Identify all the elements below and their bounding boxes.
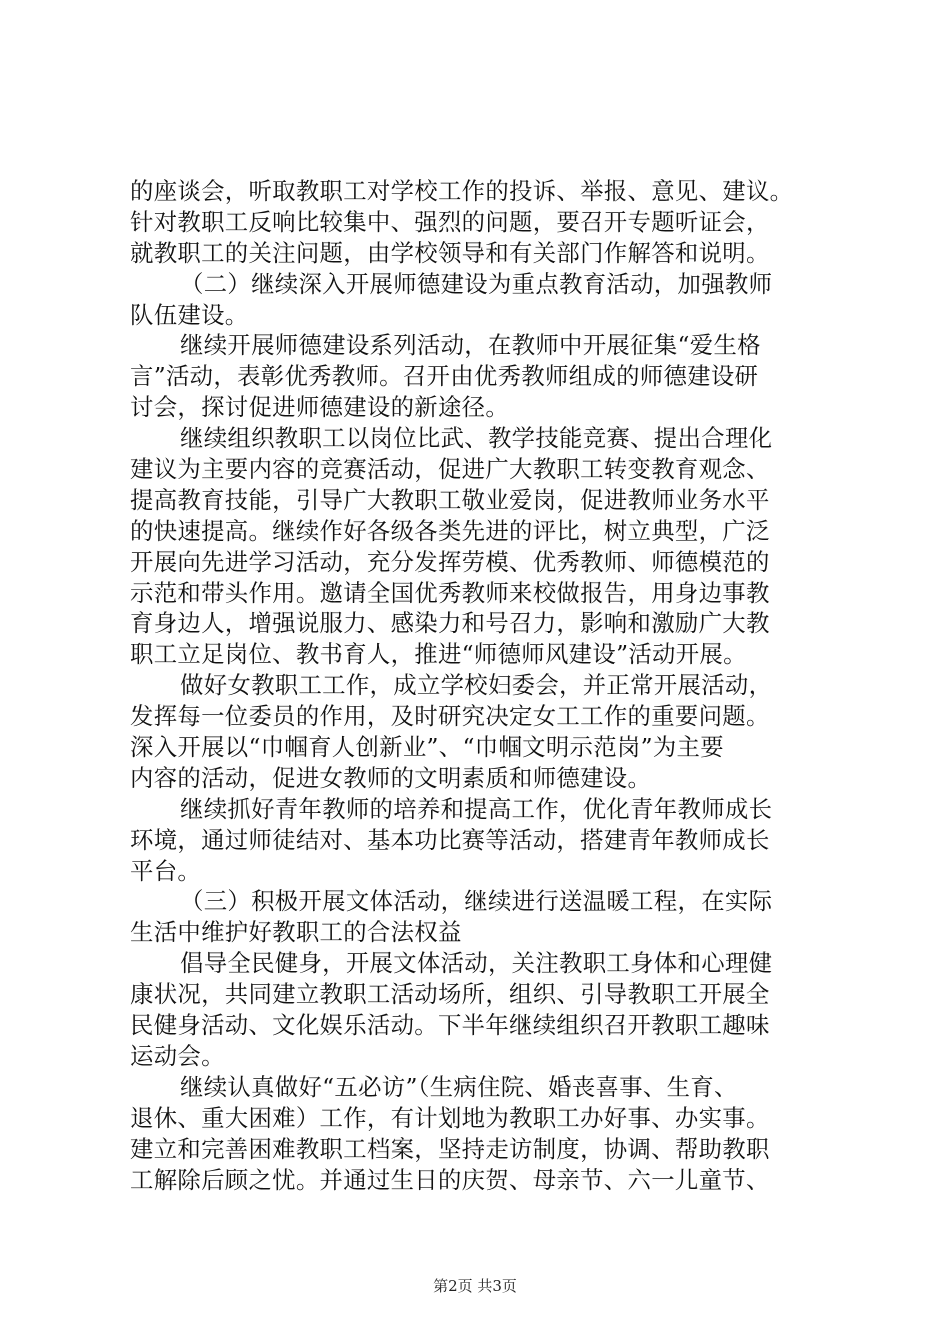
text-line: 生活中维护好教职工的合法权益 (130, 918, 462, 947)
text-line: 职工立足岗位、教书育人，推进“师德师风建设”活动开展。 (130, 640, 747, 669)
paragraph-start: 做好女教职工工作，成立学校妇委会，并正常开展活动， (180, 671, 773, 700)
paragraph-start: 倡导全民健身，开展文体活动，关注教职工身体和心理健 (180, 949, 773, 978)
page-footer (0, 1276, 950, 1296)
text-line: 提高教育技能，引导广大教职工敬业爱岗，促进教师业务水平 (130, 485, 770, 514)
section-heading-3: （三）积极开展文体活动，继续进行送温暖工程，在实际 (180, 887, 773, 916)
document-body (130, 176, 830, 1195)
text-line: 针对教职工反响比较集中、强烈的问题，要召开专题听证会， (130, 207, 770, 236)
text-line: 育身边人，增强说服力、感染力和号召力，影响和激励广大教 (130, 609, 770, 638)
paragraph-start: 继续组织教职工以岗位比武、教学技能竞赛、提出合理化 (180, 424, 773, 453)
text-line: 建议为主要内容的竞赛活动，促进广大教职工转变教育观念、 (130, 455, 770, 484)
text-line: 讨会，探讨促进师德建设的新途径。 (130, 393, 510, 422)
page-number-label: 第2页 共3页 (433, 1277, 517, 1295)
text-line: 建立和完善困难教职工档案，坚持走访制度，协调、帮助教职 (130, 1134, 770, 1163)
paragraph-start: 继续抓好青年教师的培养和提高工作，优化青年教师成长 (180, 794, 773, 823)
text-line: 的座谈会，听取教职工对学校工作的投诉、举报、意见、建议。 (130, 177, 794, 205)
text-line: 的快速提高。继续作好各级各类先进的评比，树立典型，广泛 (130, 516, 770, 545)
text-line: 发挥每一位委员的作用，及时研究决定女工工作的重要问题。 (130, 702, 770, 731)
paragraph-start: 继续认真做好“五必访”（生病住院、婚丧喜事、生育、 (180, 1072, 738, 1101)
text-line: 运动会。 (130, 1041, 225, 1070)
text-line: 队伍建设。 (130, 300, 249, 329)
text-line: 开展向先进学习活动，充分发挥劳模、优秀教师、师德模范的 (130, 547, 770, 576)
text-line: 内容的活动，促进女教师的文明素质和师德建设。 (130, 763, 652, 792)
text-line: 民健身活动、文化娱乐活动。下半年继续组织召开教职工趣味 (130, 1011, 770, 1040)
text-line: 就教职工的关注问题，由学校领导和有关部门作解答和说明。 (130, 238, 770, 267)
text-line: 言”活动，表彰优秀教师。召开由优秀教师组成的师德建设研 (130, 362, 759, 391)
text-line: 康状况，共同建立教职工活动场所，组织、引导教职工开展全 (130, 980, 770, 1009)
text-line: 工解除后顾之忧。并通过生日的庆贺、母亲节、六一儿童节、 (130, 1165, 770, 1194)
text-line: 平台。 (130, 856, 202, 885)
text-line: 深入开展以“巾帼育人创新业”、“巾帼文明示范岗”为主要 (130, 733, 724, 762)
section-heading-2: （二）继续深入开展师德建设为重点教育活动，加强教师 (180, 269, 773, 298)
paragraph-start: 继续开展师德建设系列活动，在教师中开展征集“爱生格 (180, 331, 761, 360)
text-line: 环境，通过师徒结对、基本功比赛等活动，搭建青年教师成长 (130, 825, 770, 854)
text-line: 退休、重大困难）工作，有计划地为教职工办好事、办实事。 (130, 1103, 770, 1132)
text-line: 示范和带头作用。邀请全国优秀教师来校做报告，用身边事教 (130, 578, 770, 607)
